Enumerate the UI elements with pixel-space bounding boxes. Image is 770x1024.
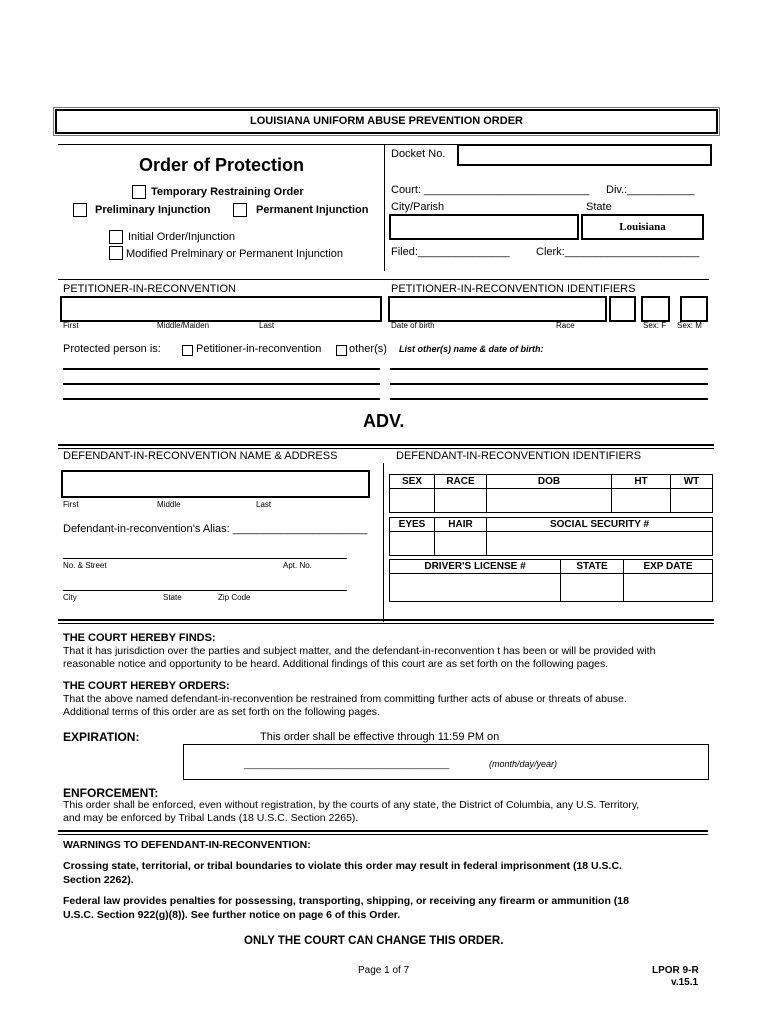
defendant-section-title: DEFENDANT-IN-RECONVENTION NAME & ADDRESS — [63, 450, 338, 462]
dob-cell[interactable] — [487, 489, 612, 513]
expiration-date-input[interactable] — [183, 744, 709, 780]
petitioner-option-label: Petitioner-in-reconvention — [196, 343, 322, 355]
col-eyes: EYES — [390, 518, 435, 532]
last-label: Last — [259, 321, 275, 330]
section-divider — [58, 444, 714, 449]
findings-heading: THE COURT HEREBY FINDS: — [63, 632, 216, 644]
identifiers-table-3 — [389, 559, 713, 602]
identifiers-table-1 — [389, 474, 713, 513]
petitioner-sex-f-input[interactable] — [641, 296, 670, 322]
state-label: State — [163, 593, 182, 602]
col-ssn: SOCIAL SECURITY # — [487, 518, 713, 532]
form-title: LOUISIANA UNIFORM ABUSE PREVENTION ORDER — [250, 115, 523, 127]
warning-2-line-1: Federal law provides penalties for possessing, transporting, shipping, or receiving any firearm or ammunition (18 — [63, 895, 629, 907]
only-court-notice: ONLY THE COURT CAN CHANGE THIS ORDER. — [244, 935, 504, 947]
city-parish-label: City/Parish — [391, 201, 445, 213]
col-sex: SEX — [390, 475, 435, 489]
enforcement-heading: ENFORCEMENT: — [63, 786, 159, 800]
last-label: Last — [256, 500, 272, 509]
state-value: Louisiana — [619, 221, 666, 233]
others-line — [63, 383, 380, 385]
sex-f-label: Sex: F — [643, 321, 667, 330]
section-divider — [58, 619, 714, 624]
petitioner-identifiers-title: PETITIONER-IN-RECONVENTION IDENTIFIERS — [391, 283, 636, 295]
warning-1-line-1: Crossing state, territorial, or tribal boundaries to violate this order may result in federal imprisonment (18 U.S.C. — [63, 860, 622, 872]
petitioner-name-input[interactable] — [60, 296, 382, 322]
col-exp-date: EXP DATE — [624, 560, 713, 574]
petitioner-dob-input[interactable] — [388, 296, 607, 322]
sex-m-label: Sex: M — [677, 321, 702, 330]
form-version: v.15.1 — [671, 977, 699, 988]
petitioner-section-title: PETITIONER-IN-RECONVENTION — [63, 283, 236, 295]
col-hair: HAIR — [435, 518, 487, 532]
others-line — [390, 383, 708, 385]
page-number: Page 1 of 7 — [358, 965, 410, 976]
col-dob: DOB — [487, 475, 612, 489]
defendant-identifiers-title: DEFENDANT-IN-RECONVENTION IDENTIFIERS — [396, 450, 642, 462]
col-license: DRIVER'S LICENSE # — [390, 560, 561, 574]
identifiers-table-2 — [389, 517, 713, 556]
exp-date-cell[interactable] — [624, 574, 713, 602]
race-label: Race — [556, 321, 575, 330]
others-checkbox[interactable] — [336, 345, 347, 356]
form-code: LPOR 9-R — [652, 965, 699, 976]
first-label: First — [63, 500, 79, 509]
col-race: RACE — [435, 475, 487, 489]
others-line — [390, 398, 708, 400]
city-line — [63, 590, 347, 591]
col-license-state: STATE — [561, 560, 624, 574]
sex-cell[interactable] — [390, 489, 435, 513]
middle-label: Middle/Maiden — [157, 321, 210, 330]
preliminary-checkbox[interactable] — [73, 203, 87, 217]
adv-label: ADV. — [363, 411, 405, 431]
middle-label: Middle — [157, 500, 181, 509]
court-label: Court: ___________________________ — [391, 184, 590, 196]
zip-label: Zip Code — [218, 593, 251, 602]
apt-label: Apt. No. — [283, 561, 312, 570]
expiration-hint: (month/day/year) — [489, 759, 558, 769]
petitioner-race-input[interactable] — [609, 296, 636, 322]
others-line — [390, 368, 708, 370]
street-line — [63, 558, 347, 559]
enforcement-text-1: This order shall be enforced, even without registration, by the courts of any state, the District of Columbia, any U.S. Territory, — [63, 799, 640, 811]
orders-heading: THE COURT HEREBY ORDERS: — [63, 680, 230, 692]
warnings-heading: WARNINGS TO DEFENDANT-IN-RECONVENTION: — [63, 839, 311, 851]
first-label: First — [63, 321, 79, 330]
modified-checkbox[interactable] — [109, 246, 123, 260]
ht-cell[interactable] — [612, 489, 671, 513]
petitioner-sex-m-input[interactable] — [680, 296, 708, 322]
warning-1-line-2: Section 2262). — [63, 874, 134, 886]
section-divider — [58, 830, 708, 835]
divider — [384, 144, 385, 271]
race-cell[interactable] — [435, 489, 487, 513]
license-state-cell[interactable] — [561, 574, 624, 602]
hair-cell[interactable] — [435, 532, 487, 556]
wt-cell[interactable] — [671, 489, 713, 513]
alias-label: Defendant-in-reconvention’s Alias: ______________________ — [63, 523, 368, 535]
docket-label: Docket No. — [391, 148, 446, 160]
col-wt: WT — [671, 475, 713, 489]
eyes-cell[interactable] — [390, 532, 435, 556]
div-label: Div.:___________ — [606, 184, 695, 196]
city-label: City — [63, 593, 77, 602]
street-label: No. & Street — [63, 561, 107, 570]
clerk-label: Clerk:______________________ — [536, 246, 700, 258]
others-line — [63, 368, 380, 370]
permanent-label: Permanent Injunction — [256, 204, 369, 216]
expiration-label: EXPIRATION: — [63, 730, 140, 744]
filed-label: Filed:_______________ — [391, 246, 510, 258]
temporary-checkbox[interactable] — [132, 185, 146, 199]
temporary-label: Temporary Restraining Order — [151, 186, 304, 198]
modified-label: Modified Prelminary or Permanent Injunction — [126, 248, 344, 260]
orders-text-2: Additional terms of this order are as set forth on the following pages. — [63, 706, 380, 718]
expiration-text: This order shall be effective through 11:59 PM on — [260, 731, 500, 743]
findings-text-1: That it has jurisdiction over the parties and subject matter, and the defendant-in-reconvention t has been or will be provided with — [63, 645, 656, 657]
enforcement-text-2: and may be enforced by Tribal Lands (18 U.S.C. Section 2265). — [63, 812, 359, 824]
divider — [58, 279, 709, 280]
city-parish-input[interactable] — [389, 214, 579, 240]
defendant-name-input[interactable] — [61, 470, 370, 498]
license-cell[interactable] — [390, 574, 561, 602]
order-title: Order of Protection — [139, 155, 305, 175]
state-input[interactable] — [581, 214, 704, 240]
warning-2-line-2: U.S.C. Section 922(g)(8)). See further notice on page 6 of this Order. — [63, 909, 401, 921]
divider — [383, 463, 384, 622]
findings-text-2: reasonable notice and opportunity to be heard. Additional findings of this court are as set forth on the following pages. — [63, 658, 609, 670]
protected-person-label: Protected person is: — [63, 343, 161, 355]
expiration-blank: _________________________________________ — [244, 759, 450, 769]
preliminary-label: Preliminary Injunction — [95, 204, 211, 216]
list-others-label: List other(s) name & date of birth: — [399, 344, 544, 354]
petitioner-checkbox[interactable] — [182, 345, 193, 356]
ssn-cell[interactable] — [487, 532, 713, 556]
col-ht: HT — [612, 475, 671, 489]
others-line — [63, 398, 380, 400]
initial-checkbox[interactable] — [109, 230, 123, 244]
form-header — [55, 109, 718, 134]
state-label: State — [586, 201, 612, 213]
dob-label: Date of birth — [391, 321, 435, 330]
orders-text-1: That the above named defendant-in-reconvention be restrained from committing further acts of abuse or threats of abuse. — [63, 693, 627, 705]
docket-input[interactable] — [457, 144, 712, 166]
permanent-checkbox[interactable] — [233, 203, 247, 217]
initial-label: Initial Order/Injunction — [128, 231, 235, 243]
others-option-label: other(s) — [349, 343, 387, 355]
